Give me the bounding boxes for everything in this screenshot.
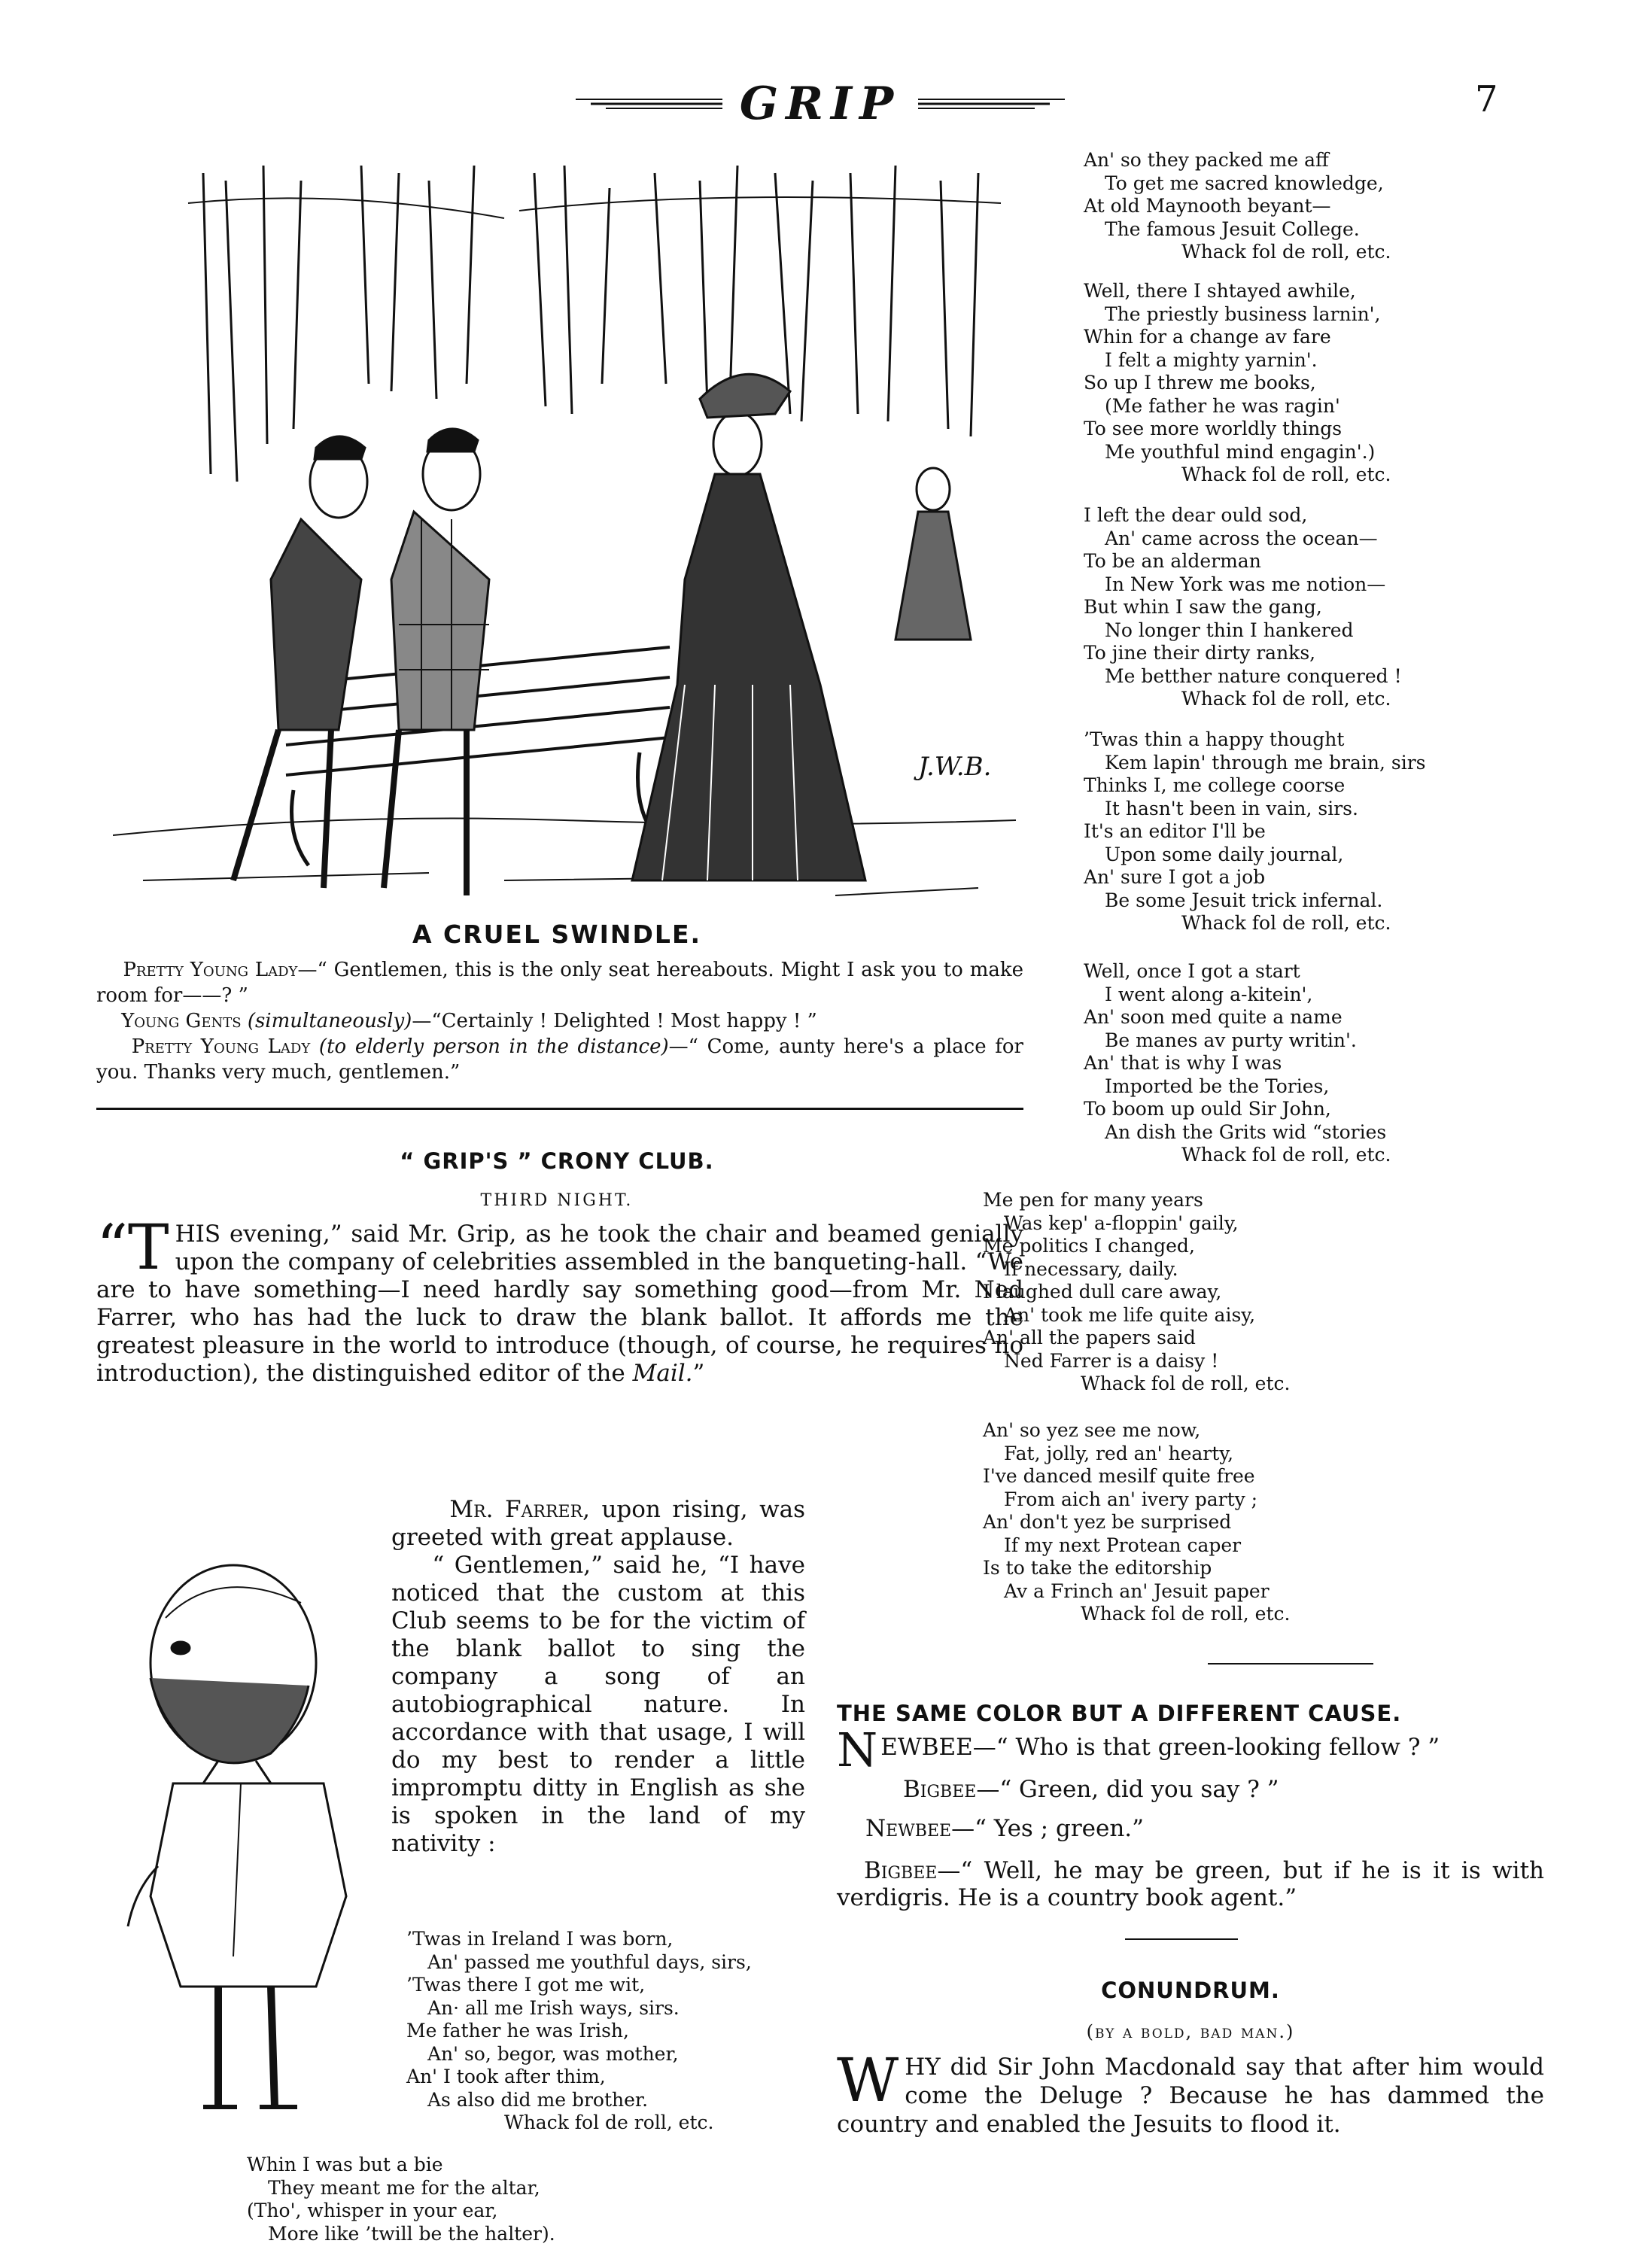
caption-line-2 [96,1008,1023,1034]
verse-line: Me pen for many years [983,1189,1203,1211]
same-color-line-4 [837,1857,1544,1911]
conundrum-byline: (by a bold, bad man.) [1086,2021,1295,2042]
verse-line: So up I threw me books, [1084,372,1316,394]
verse-line: Thinks I, me college coorse [1084,774,1346,796]
verse-line: An' don't yez be surprised [983,1511,1232,1533]
verse-line: More like ’twill be the halter). [268,2222,555,2245]
verse-line: Kem lapin' through me brain, sirs [1105,751,1426,774]
verse-line: Whin I was but a bie [247,2154,443,2175]
masthead-right-rule [914,74,1069,134]
song-stanza-2 [247,2154,555,2245]
verse-line: If necessary, daily. [1004,1257,1178,1280]
verse-line: Imported be the Tories, [1105,1075,1330,1097]
verse-line: Fat, jolly, red an' hearty, [1004,1442,1234,1464]
masthead-left-rule [572,74,726,134]
verse-line: To see more worldly things [1084,418,1343,439]
same-color-speaker-2: Bigbee [903,1776,977,1803]
verse-line: (Me father he was ragin' [1105,394,1340,417]
verse-line: From aich an' ivery party ; [1004,1488,1258,1510]
verse-line: Well, there I shtayed awhile, [1084,280,1356,302]
caption-direction-2: (simultaneously) [247,1010,412,1032]
verse-line: Me youthful mind engagin'.) [1105,440,1376,463]
farrer-paragraph [391,1496,805,1858]
same-color-line-2 [903,1776,1543,1803]
verse-line: I've danced mesilf quite free [983,1465,1255,1487]
caption-line-1 [96,957,1023,1008]
verse-line: To get me sacred knowledge, [1105,172,1384,194]
song-stanza-8 [983,1189,1290,1396]
verse-line: Whin for a change av fare [1084,326,1331,348]
conundrum-dropcap: W [837,2045,899,2115]
same-color-line-2-text: —“ Green, did you say ? ” [976,1776,1279,1803]
verse-line: I felt a mighty yarnin'. [1105,348,1318,371]
cartoon-title: A CRUEL SWINDLE. [412,920,702,949]
caption-text-3: —“ Come, aunty here's a place for you. Thanks very much, gentlemen.” [96,1035,1023,1084]
short-divider-2 [1125,1938,1238,1940]
verse-line: Whack fol de roll, etc. [1081,1603,1291,1625]
verse-line: Av a Frinch an' Jesuit paper [1004,1579,1270,1602]
farrer-speech: “ Gentlemen,” said he, “I have noticed that the custom at this Club seems to be for the victim of the blank ballot to sing the company a song of an autobiographical nature. In accordance with that usage, I will do my best to render a little impromptu ditty in English as she is spoken in the land of my nativity : [391,1552,805,1857]
page-number: 7 [1475,78,1498,120]
club-intro [96,1212,1023,1388]
same-color-line-1 [837,1722,1544,1777]
verse-line: Ned Farrer is a daisy ! [1004,1349,1219,1372]
verse-line: Be manes av purty writin'. [1105,1029,1357,1051]
park-bench-cartoon [113,158,1023,918]
intro-open-quote-and-dropcap [96,1212,169,1284]
verse-line: If my next Protean caper [1004,1534,1242,1556]
verse-line: ’Twas there I got me wit, [406,1974,646,1996]
verse-line: An' came across the ocean— [1105,527,1378,549]
same-color-dropcap: N [837,1722,878,1777]
verse-line: An' sure I got a job [1084,866,1266,888]
section-divider [96,1108,1023,1110]
club-title: “ GRIP'S ” CRONY CLUB. [400,1148,714,1174]
song-stanza-9 [983,1419,1290,1626]
caption-direction-3: (to elderly person in the distance) [318,1035,669,1058]
same-color-title: THE SAME COLOR BUT A DIFFERENT CAUSE. [837,1701,1402,1726]
same-color-line-1-text: EWBEE—“ Who is that green-looking fellow ? ” [880,1734,1440,1761]
farrer-portrait [105,1535,391,2122]
same-color-line-3-text: —“ Yes ; green.” [951,1815,1144,1842]
song-stanza-7 [1084,960,1391,1167]
verse-line: Whack fol de roll, etc. [1181,241,1391,263]
song-stanza-6 [1084,728,1425,935]
same-color-line-4-text: —“ Well, he may be green, but if he is it is with verdigris. He is a country book agent.” [837,1857,1544,1911]
caption-line-3 [96,1034,1023,1085]
verse-line: But whin I saw the gang, [1084,596,1322,618]
club-subtitle: THIRD NIGHT. [480,1191,634,1210]
verse-line: An dish the Grits wid “stories [1105,1120,1387,1143]
verse-line: To boom up ould Sir John, [1084,1098,1331,1120]
intro-open-quote: “ [96,1212,128,1284]
verse-line: Whack fol de roll, etc. [1181,688,1391,710]
farrer-name: Mr. Farrer [449,1496,583,1523]
verse-line: The priestly business larnin', [1105,303,1381,325]
verse-line: At old Maynooth beyant— [1084,195,1331,217]
verse-line: An' soon med quite a name [1084,1006,1343,1028]
verse-line: It hasn't been in vain, sirs. [1105,797,1358,819]
verse-line: Me betther nature conquered ! [1105,664,1402,687]
verse-line: An' that is why I was [1084,1052,1282,1074]
verse-line: (Tho', whisper in your ear, [247,2200,498,2221]
caption-speaker-2: Young Gents [121,1010,242,1032]
verse-line: Whack fol de roll, etc. [1181,912,1391,934]
caption-text-1: —“ Gentlemen, this is the only seat hereabouts. Might I ask you to make room for——? ” [96,959,1024,1007]
intro-close: ” [692,1360,705,1387]
verse-line: To be an alderman [1084,550,1261,572]
conundrum-title: CONUNDRUM. [1101,1978,1280,2003]
verse-line: I left the dear ould sod, [1084,504,1308,526]
verse-line: Well, once I got a start [1084,960,1300,982]
verse-line: Whack fol de roll, etc. [1181,464,1391,485]
verse-line: Whack fol de roll, etc. [1181,1144,1391,1166]
caption-speaker-1: Pretty Young Lady [123,959,298,981]
verse-line: An' all the papers said [983,1327,1196,1348]
artist-signature: J.W.B. [918,752,992,782]
verse-line: An' passed me youthful days, sirs, [427,1950,752,1973]
verse-line: They meant me for the altar, [268,2176,540,2199]
verse-line: An' so yez see me now, [983,1419,1201,1441]
conundrum-body: HY did Sir John Macdonald say that after him would come the Deluge ? Because he has dammed the country and enabled the Jesuits to flood it. [837,2054,1544,2138]
verse-line: Is to take the editorship [983,1557,1212,1579]
verse-line: I laughed dull care away, [983,1281,1222,1303]
short-divider-1 [1208,1663,1373,1665]
verse-line: Whack fol de roll, etc. [504,2111,714,2133]
verse-line: No longer thin I hankered [1105,619,1354,641]
masthead [572,74,1069,134]
verse-line: I went along a-kitein', [1105,983,1313,1005]
same-color-speaker-3: Newbee [865,1815,952,1842]
verse-line: The famous Jesuit College. [1105,217,1360,240]
verse-line: In New York was me notion— [1105,573,1386,595]
song-stanza-5 [1084,504,1402,711]
song-stanza-4 [1084,280,1391,487]
verse-line: An· all me Irish ways, sirs. [427,1996,680,2019]
masthead-title: GRIP [739,78,902,130]
verse-line: Me father he was Irish, [406,2020,629,2042]
verse-line: An' so they packed me aff [1084,149,1329,171]
song-stanza-3 [1084,149,1391,264]
verse-line: As also did me brother. [427,2088,649,2111]
verse-line: An' I took after thim, [406,2066,606,2087]
verse-line: An' took me life quite aisy, [1004,1303,1256,1326]
farrer-text: , upon rising, was greeted with great applause. [391,1496,805,1551]
verse-line: Be some Jesuit trick infernal. [1105,889,1383,911]
verse-line: ’Twas thin a happy thought [1084,728,1345,750]
verse-line: ’Twas in Ireland I was born, [406,1928,674,1950]
conundrum-text [837,2045,1544,2139]
intro-dropcap: T [127,1212,169,1284]
verse-line: Me politics I changed, [983,1235,1195,1257]
intro-paper: Mail. [632,1360,693,1387]
verse-line: Was kep' a-floppin' gaily, [1004,1212,1239,1234]
verse-line: To jine their dirty ranks, [1084,642,1316,664]
intro-text: HIS evening,” said Mr. Grip, as he took the chair and beamed genially upon the company of celebrities assembled in the banqueting-hall. “We are to have something—I need hardly say something good—from Mr. Ned Farrer, who has had the luck to draw the blank ballot. It affords me the greatest pleasure in the world to introduce (though, of course, he requires no introduction), the distinguished editor of the [96,1221,1023,1387]
caption-speaker-3: Pretty Young Lady [131,1035,311,1058]
verse-line: An' so, begor, was mother, [427,2042,679,2065]
same-color-speaker-4: Bigbee [864,1857,938,1884]
verse-line: It's an editor I'll be [1084,820,1266,842]
verse-line: Upon some daily journal, [1105,843,1344,865]
caption-text-2: —“Certainly ! Delighted ! Most happy ! ” [412,1010,817,1032]
same-color-line-3 [865,1815,1543,1842]
song-stanza-1 [406,1928,752,2135]
verse-line: Whack fol de roll, etc. [1081,1373,1291,1394]
